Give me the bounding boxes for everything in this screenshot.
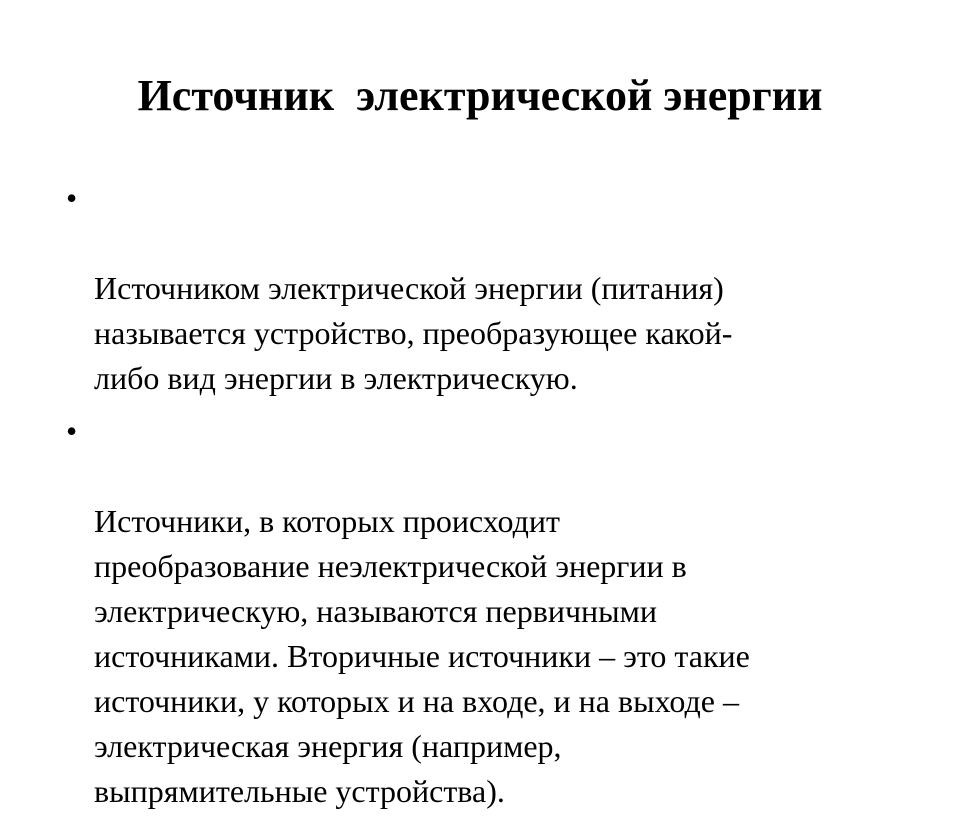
bullet-marker: •	[66, 413, 78, 449]
slide-title: Источник электрической энергии	[137, 71, 823, 120]
bullet-item-primary-secondary-sources	[60, 409, 880, 814]
bullet-item-source-definition	[60, 176, 880, 401]
bullet-list	[60, 176, 880, 822]
bullet-text: Источники, в которых происходит преобразование неэлектрической энергии в электрическую, называются первичными источниками. Вторичные источники – это такие источники, у которых и на входе, и на выходе – электрическая энергия (например, выпрямительные устройства).	[94, 503, 750, 809]
bullet-text: Источником электрической энергии (питания) называется устройство, преобразующее какой- либо вид энергии в электрическую.	[94, 270, 733, 396]
bullet-marker: •	[66, 180, 78, 216]
